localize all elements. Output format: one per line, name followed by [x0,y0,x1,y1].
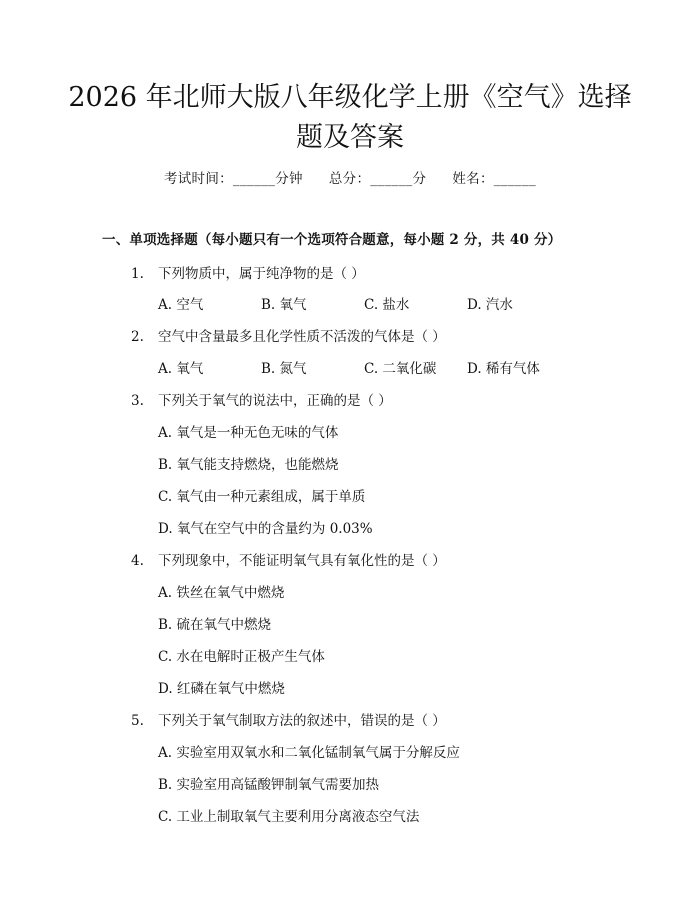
student-name-field: 姓名：______ [452,171,537,187]
exam-info [0,167,700,187]
question-2 [131,325,446,345]
question-text: 下列现象中，不能证明氧气具有氧化性的是（ ） [158,553,446,569]
question-number: 3. [131,393,144,409]
question-1-options [158,293,570,313]
option-a: A. 氧气 [158,361,204,377]
question-4 [131,549,446,569]
question-number: 5. [131,713,144,729]
section-heading: 一、单项选择题（每小题只有一个选项符合题意，每小题 2 分，共 40 分） [102,232,562,248]
option-c: C. 水在电解时正极产生气体 [158,649,325,665]
option-b: B. 氧气 [261,297,307,313]
option-d: D. 稀有气体 [467,361,540,377]
option-d: D. 红磷在氧气中燃烧 [158,681,285,697]
question-number: 4. [131,553,144,569]
option-a: A. 实验室用双氧水和二氧化锰制氧气属于分解反应 [158,745,460,761]
question-5 [131,709,446,729]
page-title: 2026 年北师大版八年级化学上册《空气》选择题及答案 [68,82,632,153]
option-b: B. 氧气能支持燃烧，也能燃烧 [158,457,339,473]
question-number: 1. [131,266,144,282]
question-text: 下列物质中，属于纯净物的是（ ） [158,266,365,282]
total-score-field: 总分：______分 [328,171,427,187]
option-d: D. 氧气在空气中的含量约为 0.03% [158,521,373,537]
option-d: D. 汽水 [467,297,513,313]
option-c: C. 盐水 [364,297,410,313]
exam-time-field: 考试时间：______分钟 [163,171,303,187]
option-a: A. 铁丝在氧气中燃烧 [158,585,285,601]
question-3 [131,389,392,409]
question-2-options [158,357,570,377]
option-c: C. 工业上制取氧气主要利用分离液态空气法 [158,809,420,825]
question-text: 空气中含量最多且化学性质不活泼的气体是（ ） [158,329,446,345]
option-b: B. 氮气 [261,361,307,377]
option-c: C. 二氧化碳 [364,361,437,377]
option-b: B. 硫在氧气中燃烧 [158,617,272,633]
option-c: C. 氧气由一种元素组成，属于单质 [158,489,366,505]
question-1 [131,262,365,282]
question-text: 下列关于氧气制取方法的叙述中，错误的是（ ） [158,713,446,729]
question-number: 2. [131,329,144,345]
option-a: A. 空气 [158,297,204,313]
question-text: 下列关于氧气的说法中，正确的是（ ） [158,393,392,409]
option-b: B. 实验室用高锰酸钾制氧气需要加热 [158,777,380,793]
option-a: A. 氧气是一种无色无味的气体 [158,425,339,441]
